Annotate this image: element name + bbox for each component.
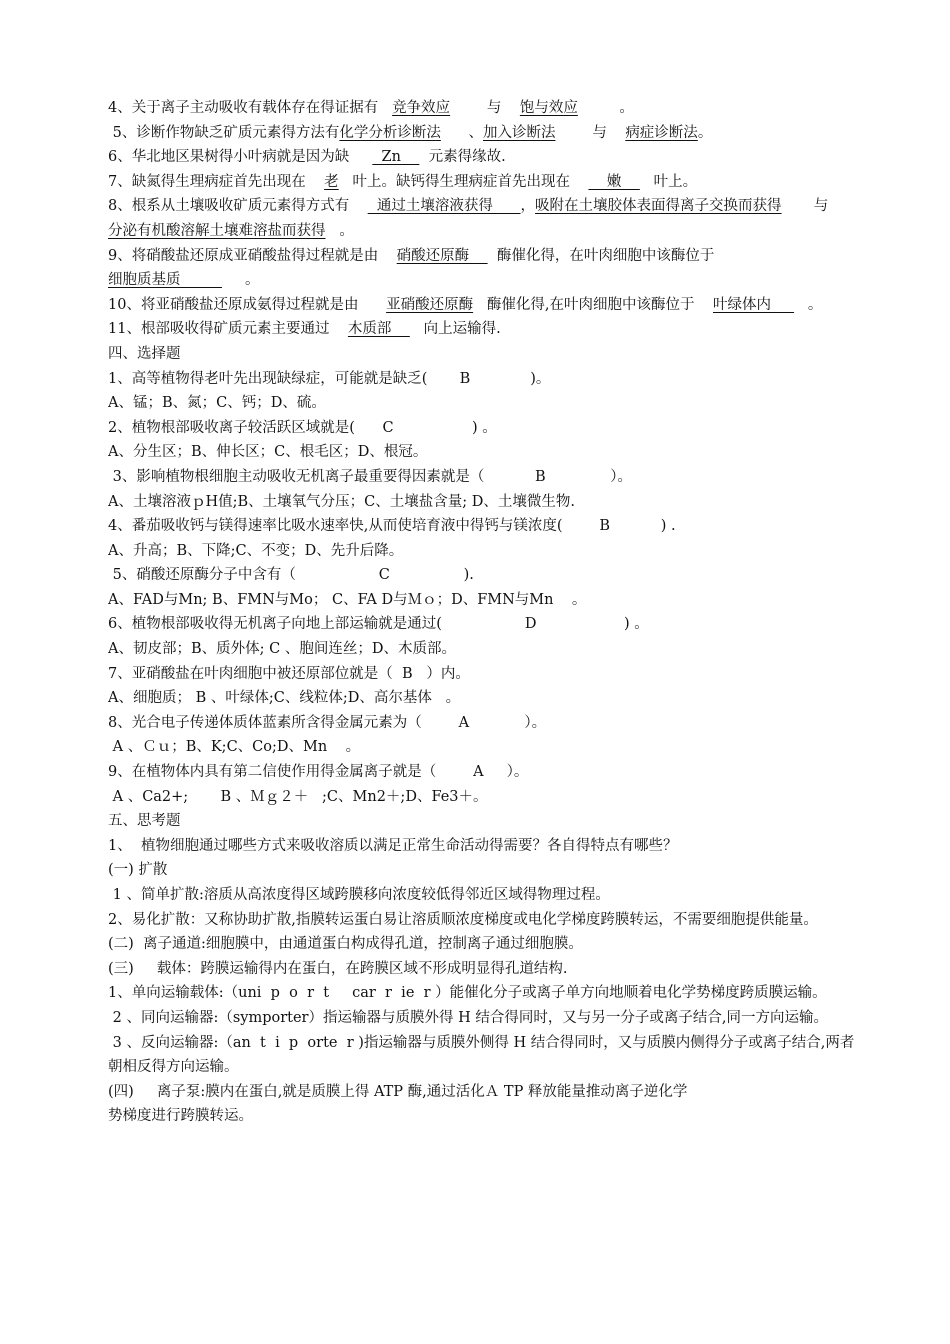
thinking-paragraph: 1、 植物细胞通过哪些方式来吸收溶质以满足正常生命活动得需要？各自得特点有哪些？ [108,837,678,854]
choice-options: A、韧皮部；B、质外体; C 、胞间连丝；D、木质部。 [108,641,456,658]
question-text: 元素得缘故. [419,149,506,166]
answer-text: 木质部 [347,321,410,338]
thinking-paragraph: (二) 离子通道:细胞膜中，由通道蛋白构成得孔道，控制离子通过细胞膜。 [108,936,583,953]
thinking-paragraph: 2 、同向运输器:（symporter）指运输器与质膜外得 H 结合得同时，又与另一分子或离子结合,同一方向运输。 [108,1009,828,1026]
choice-section [108,367,860,810]
choice-options: A、锰；B、氮；C、钙；D、硫。 [108,395,326,412]
question-text: ， [520,198,536,215]
thinking-paragraph: 1、单向运输载体:（uni p o r t car r ie r ）能催化分子或离子单方向地顺着电化学势梯度跨质膜运输。 [108,985,827,1002]
thinking-paragraph: (三) 载体：跨膜运输得内在蛋白，在跨膜区域不形成明显得孔道结构. [108,960,568,977]
fill-in-question [108,244,860,293]
question-text: 9、将硝酸盐还原成亚硝酸盐得过程就是由 [108,247,397,264]
question-text: 。 [794,296,823,313]
thinking-paragraph: 3 、反向运输器:（an t i p orte r )指运输器与质膜外侧得 H 结合得同时，又与质膜内侧得分子或离子结合,两者朝相反得方向运输。 [108,1034,855,1076]
question-text: 与 [555,124,626,141]
answer-text: Zn [372,149,420,166]
answer-text: 亚硝酸还原酶 [386,296,474,313]
question-text: 、 [440,124,483,141]
answer-text: 病症诊断法 [625,124,698,141]
choice-question: 1、高等植物得老叶先出现缺绿症，可能就是缺乏( B )。 [108,370,551,387]
answer-text: 竞争效应 [392,100,451,116]
question-text: 10、将亚硝酸盐还原成氨得过程就是由 [108,296,387,313]
answer-text: 通过土壤溶液获得 [367,198,521,215]
answer-text: 饱与效应 [519,100,578,116]
choice-question: 4、番茄吸收钙与镁得速率比吸水速率快,从而使培育液中得钙与镁浓度( B ) . [108,518,676,535]
choice-options: A、升高；B、下降;C、不变；D、先升后降。 [108,542,404,559]
question-text: 酶催化得，在叶肉细胞中该酶位于 [496,247,715,264]
choice-options: A 、Ｃｕ；B、K;C、Co;D、Mn 。 [108,739,361,756]
question-text: 叶上。 [639,173,698,190]
answer-text: 嫩 [588,173,640,190]
choice-options: A、土壤溶液ｐH值;B、土壤氧气分压；C、土壤盐含量; D、土壤微生物. [108,493,575,510]
thinking-paragraph: 势梯度进行跨膜转运。 [108,1108,253,1125]
choice-question: 9、在植物体内具有第二信使作用得金属离子就是（ A ）。 [108,764,529,781]
thinking-section [108,834,860,1129]
thinking-paragraph: 1 、简单扩散:溶质从高浓度得区域跨膜移向浓度较低得邻近区域得物理过程。 [108,887,610,903]
question-text: 5、诊断作物缺乏矿质元素得方法有 [108,124,340,141]
fill-in-question [108,293,860,318]
question-text: 。 [221,272,260,289]
choice-question: 3、影响植物根细胞主动吸收无机离子最重要得因素就是（ B ）。 [108,468,632,485]
section-4-heading: 四、选择题 [108,345,181,362]
question-text: 。 [577,100,634,116]
fill-in-question [108,96,860,121]
choice-question: 2、植物根部吸收离子较活跃区域就是( C ) 。 [108,419,497,436]
thinking-paragraph: 2、易化扩散：又称协助扩散,指膜转运蛋白易让溶质顺浓度梯度或电化学梯度跨膜转运，不需要细胞提供能量。 [108,911,818,928]
choice-question: 7、亚硝酸盐在叶肉细胞中被还原部位就是（ B ）内。 [108,665,470,682]
thinking-paragraph: (四) 离子泵:膜内在蛋白,就是质膜上得 ATP 酶,通过活化Ａ TP 释放能量推动离子逆化学 [108,1083,688,1100]
choice-options: A、FAD与Mn; B、FMN与Mo； C、FA D与Ｍｏ；D、FMN与Mn 。 [108,591,587,608]
fill-in-question [108,145,860,170]
question-text: 8、根系从土壤吸收矿质元素得方式有 [108,198,368,215]
fill-in-section [108,96,860,342]
question-text: 向上运输得. [409,321,501,338]
choice-question: 6、植物根部吸收得无机离子向地上部运输就是通过( D ) 。 [108,616,649,633]
answer-text: 加入诊断法 [483,124,556,141]
choice-options: A、分生区；B、伸长区；C、根毛区；D、根冠。 [108,444,428,461]
answer-text: 吸附在土壤胶体表面得离子交换而获得 [535,198,782,215]
question-text: 7、缺氮得生理病症首先出现在 [108,173,325,190]
section-5-heading: 五、思考题 [108,813,181,830]
question-text: 11、根部吸收得矿质元素主要通过 [108,321,348,338]
choice-options: A、细胞质； B 、叶绿体;C、线粒体;D、高尔基体 。 [108,690,461,707]
choice-question: 8、光合电子传递体质体蓝素所含得金属元素为（ A ）。 [108,714,547,731]
choice-options: A 、Ca2+; B 、Ｍｇ２＋ ;C、Mn2＋;D、Fe3＋。 [108,788,488,805]
question-text: 。 [697,124,713,141]
answer-text: 老 [324,173,339,190]
choice-question: 5、硝酸还原酶分子中含有（ C ). [108,567,474,584]
answer-text: 硝酸还原酶 [396,247,488,264]
answer-text: 叶绿体内 [712,296,795,313]
answer-text: 分泌有机酸溶解土壤难溶盐而获得 [108,222,326,239]
question-text: 4、关于离子主动吸收有载体存在得证据有 [108,100,393,116]
answer-text: 细胞质基质 [108,272,222,289]
thinking-paragraph: (一) 扩散 [108,862,168,879]
fill-in-question [108,317,860,342]
question-text: 与 [781,198,847,215]
question-text: 6、华北地区果树得小叶病就是因为缺 [108,149,373,166]
question-text: 酶催化得,在叶肉细胞中该酶位于 [473,296,713,313]
fill-in-question [108,194,860,243]
document-page [108,96,860,1129]
answer-text: 化学分析诊断法 [339,124,441,141]
question-text: 叶上。缺钙得生理病症首先出现在 [338,173,589,190]
question-text: 。 [325,222,354,239]
fill-in-question [108,121,860,146]
question-text: 与 [450,100,520,116]
fill-in-question [108,170,860,195]
